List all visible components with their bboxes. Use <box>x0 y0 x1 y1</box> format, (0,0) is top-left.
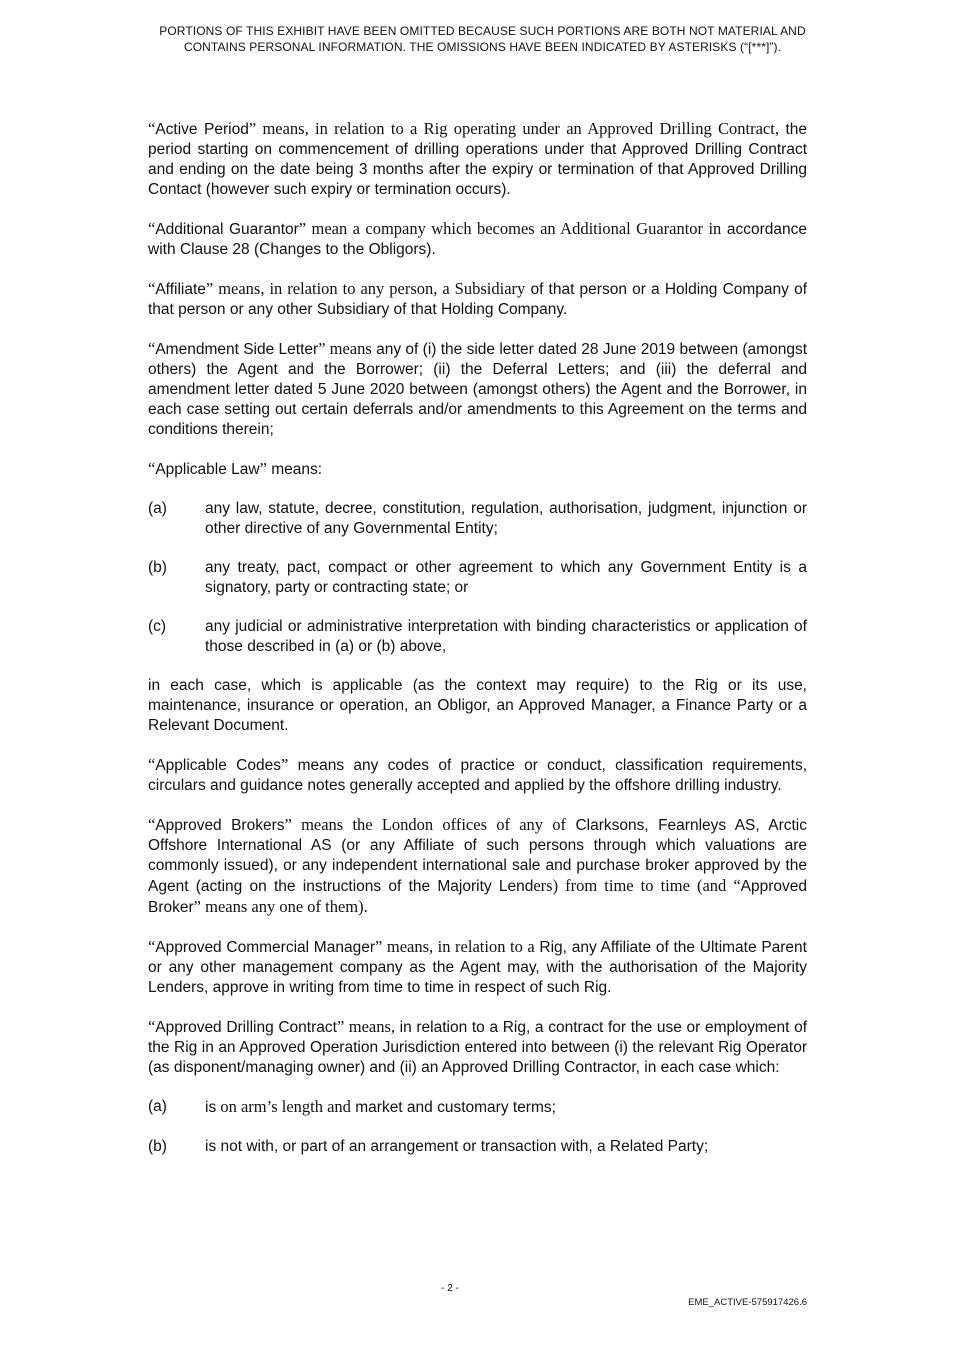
list-item-label: (b) <box>148 559 167 576</box>
page-number: - 2 - <box>441 1283 459 1294</box>
definition-approved-brokers: “Approved Brokers” means the London offices of any of Clarksons, Fearnleys AS, Arctic Offshore International AS (or any Affiliate of such persons through which valuations are commonly issued), or any independent international sale and purchase broker approved by the Agent (acting on the instructions of the Majority Lenders) from time to time (and “Approved Broker” means any one of them). <box>148 815 808 916</box>
defined-term: Amendment Side Letter <box>155 341 319 358</box>
list-item-text: is not with, or part of an arrangement or transaction with, a Related Party; <box>205 1138 709 1155</box>
list-item-label: (a) <box>148 500 167 517</box>
definition-affiliate: “Affiliate” means, in relation to any person, a Subsidiary of that person or a Holding Company of that person or any other Subsidiary of that Holding Company. <box>148 279 808 318</box>
notice-line-2: CONTAINS PERSONAL INFORMATION. THE OMISSIONS HAVE BEEN INDICATED BY ASTERISKS (“[***]”). <box>183 40 782 54</box>
list-item-label: (b) <box>148 1138 167 1155</box>
list-item-label: (a) <box>148 1098 167 1115</box>
definition-applicable-codes: “Applicable Codes” means any codes of practice or conduct, classification requirements, circulars and guidance notes generally accepted and applied by the offshore drilling industry. <box>148 755 807 794</box>
list-item <box>148 499 807 539</box>
defined-term: Applicable Law <box>155 461 260 478</box>
exhibit-omission-notice <box>120 23 845 55</box>
list-item <box>148 1137 807 1157</box>
list-item <box>148 558 807 598</box>
list-item <box>148 617 807 657</box>
list-item-text: is on arm’s length and market and customary terms; <box>205 1097 556 1116</box>
definition-applicable-law: “Applicable Law” means: <box>148 459 323 478</box>
defined-term: Approved Drilling Contract <box>155 1019 337 1036</box>
document-reference: EME_ACTIVE-575917426.6 <box>688 1297 807 1308</box>
defined-term: Affiliate <box>155 281 206 298</box>
defined-term: Additional Guarantor <box>155 221 299 238</box>
defined-term: Active Period <box>155 121 249 138</box>
list-item-label: (c) <box>148 618 167 635</box>
defined-term: Approved Brokers <box>155 817 285 834</box>
list-item <box>148 1097 807 1118</box>
list-item-text: any law, statute, decree, constitution, regulation, authorisation, judgment, injunction or other directive of any Governmental Entity; <box>205 500 807 537</box>
defined-term: Applicable Codes <box>155 757 281 774</box>
document-body <box>148 119 807 1176</box>
list-item-text: any judicial or administrative interpretation with binding characteristics or application of those described in (a) or (b) above, <box>205 618 807 655</box>
notice-line-1: PORTIONS OF THIS EXHIBIT HAVE BEEN OMITTED BECAUSE SUCH PORTIONS ARE BOTH NOT MATERIAL AND <box>159 24 806 38</box>
list-item-text: any treaty, pact, compact or other agreement to which any Government Entity is a signatory, party or contracting state; or <box>205 559 807 596</box>
applicable-law-closing: in each case, which is applicable (as the context may require) to the Rig or its use, maintenance, insurance or operation, an Obligor, an Approved Manager, a Finance Party or a Relevant Document. <box>148 677 807 734</box>
definition-active-period: “Active Period” means, in relation to a Rig operating under an Approved Drilling Contract, the period starting on commencement of drilling operations under that Approved Drilling Contract and ending on the date being 3 months after the expiry or termination of that Approved Drilling Contact (however such expiry or termination occurs). <box>148 119 807 198</box>
definition-approved-commercial-manager: “Approved Commercial Manager” means, in relation to a Rig, any Affiliate of the Ultimate Parent or any other management company as the Agent may, with the authorisation of the Majority Lenders, approve in writing from time to time in respect of such Rig. <box>148 937 807 996</box>
definition-additional-guarantor: “Additional Guarantor” mean a company which becomes an Additional Guarantor in accordance with Clause 28 (Changes to the Obligors). <box>148 219 807 258</box>
defined-term: Approved Commercial Manager <box>155 939 375 956</box>
definition-amendment-side-letter: “Amendment Side Letter” means any of (i) the side letter dated 28 June 2019 between (amongst others) the Agent and the Borrower; (ii) the Deferral Letters; and (iii) the deferral and amendment letter dated 5 June 2020 between (amongst others) the Agent and the Borrower, in each case setting out certain deferrals and/or amendments to this Agreement on the terms and conditions therein; <box>148 339 808 438</box>
defined-term: Approved Broker <box>148 878 808 916</box>
definition-approved-drilling-contract: “Approved Drilling Contract” means, in relation to a Rig, a contract for the use or employment of the Rig in an Approved Operation Jurisdiction entered into between (i) the relevant Rig Operator (as disponent/managing owner) and (ii) an Approved Drilling Contractor, in each case which: <box>148 1017 807 1076</box>
